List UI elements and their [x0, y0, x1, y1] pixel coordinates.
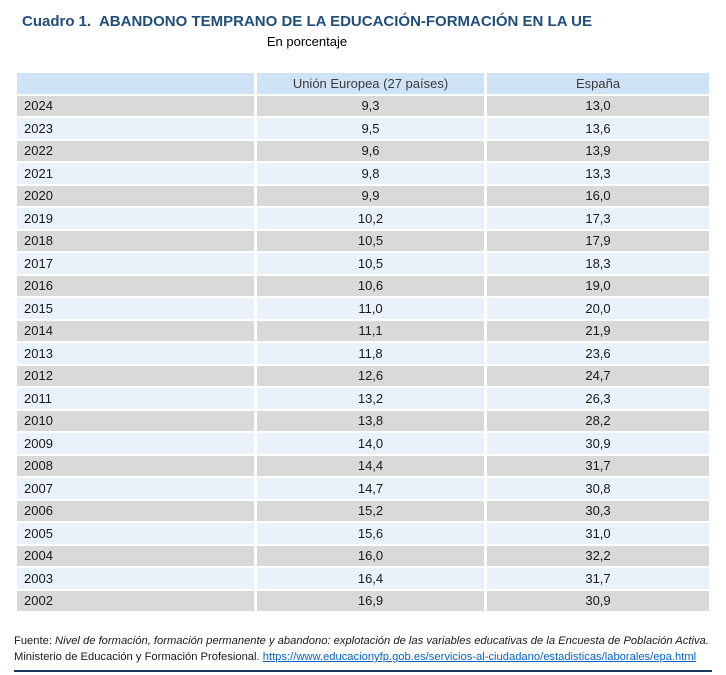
year-cell: 2016 — [17, 276, 254, 297]
table-row — [17, 591, 709, 612]
eu-value-cell: 11,8 — [257, 343, 484, 364]
year-cell: 2017 — [17, 253, 254, 274]
year-cell: 2003 — [17, 568, 254, 589]
year-cell: 2015 — [17, 298, 254, 319]
header-spain: España — [487, 73, 709, 94]
year-cell: 2019 — [17, 208, 254, 229]
table-row — [17, 366, 709, 387]
table-row — [17, 141, 709, 162]
spain-value-cell: 13,0 — [487, 96, 709, 117]
source-line-2 — [14, 649, 712, 665]
spain-value-cell: 24,7 — [487, 366, 709, 387]
table-row — [17, 546, 709, 567]
year-cell: 2007 — [17, 478, 254, 499]
table-row — [17, 433, 709, 454]
table-row — [17, 343, 709, 364]
table-row — [17, 478, 709, 499]
table-row — [17, 276, 709, 297]
header-year — [17, 73, 254, 94]
table-row — [17, 568, 709, 589]
table-row — [17, 118, 709, 139]
year-cell: 2022 — [17, 141, 254, 162]
spain-value-cell: 13,3 — [487, 163, 709, 184]
eu-value-cell: 11,1 — [257, 321, 484, 342]
year-cell: 2012 — [17, 366, 254, 387]
data-table — [14, 71, 712, 613]
spain-value-cell: 13,6 — [487, 118, 709, 139]
source-prefix: Fuente: — [14, 635, 56, 647]
year-cell: 2008 — [17, 456, 254, 477]
table-row — [17, 523, 709, 544]
eu-value-cell: 10,5 — [257, 231, 484, 252]
year-cell: 2010 — [17, 411, 254, 432]
table-row — [17, 456, 709, 477]
source-line-1 — [14, 633, 712, 649]
title-block — [22, 13, 592, 49]
source-organization: Ministerio de Educación y Formación Profesional. — [14, 651, 263, 664]
spain-value-cell: 26,3 — [487, 388, 709, 409]
page-subtitle: En porcentaje — [266, 34, 348, 49]
year-cell: 2024 — [17, 96, 254, 117]
eu-value-cell: 9,9 — [257, 186, 484, 207]
spain-value-cell: 31,0 — [487, 523, 709, 544]
source-publication-title: Nivel de formación, formación permanente y abandono: explotación de las variables educativas de la Encuesta de Población Activa. — [55, 635, 709, 647]
table-body — [17, 96, 709, 612]
spain-value-cell: 30,9 — [487, 433, 709, 454]
table-row — [17, 321, 709, 342]
source-link[interactable]: https://www.educacionyfp.gob.es/servicios-al-ciudadano/estadisticas/laborales/epa.html — [262, 651, 697, 664]
spain-value-cell: 28,2 — [487, 411, 709, 432]
table-row — [17, 501, 709, 522]
eu-value-cell: 10,5 — [257, 253, 484, 274]
spain-value-cell: 21,9 — [487, 321, 709, 342]
spain-value-cell: 13,9 — [487, 141, 709, 162]
spain-value-cell: 16,0 — [487, 186, 709, 207]
year-cell: 2002 — [17, 591, 254, 612]
table-row — [17, 411, 709, 432]
eu-value-cell: 16,0 — [257, 546, 484, 567]
page-title: Cuadro 1. ABANDONO TEMPRANO DE LA EDUCACIÓN-FORMACIÓN EN LA UE — [22, 13, 592, 30]
eu-value-cell: 12,6 — [257, 366, 484, 387]
table-row — [17, 253, 709, 274]
year-cell: 2023 — [17, 118, 254, 139]
eu-value-cell: 14,7 — [257, 478, 484, 499]
eu-value-cell: 16,4 — [257, 568, 484, 589]
table-row — [17, 163, 709, 184]
table-row — [17, 231, 709, 252]
table-row — [17, 208, 709, 229]
eu-value-cell: 14,4 — [257, 456, 484, 477]
eu-value-cell: 13,2 — [257, 388, 484, 409]
table-row — [17, 96, 709, 117]
spain-value-cell: 23,6 — [487, 343, 709, 364]
table-row — [17, 298, 709, 319]
table-row — [17, 388, 709, 409]
year-cell: 2018 — [17, 231, 254, 252]
header-eu: Unión Europea (27 países) — [257, 73, 484, 94]
spain-value-cell: 17,9 — [487, 231, 709, 252]
eu-value-cell: 13,8 — [257, 411, 484, 432]
bottom-divider — [14, 670, 712, 672]
eu-value-cell: 14,0 — [257, 433, 484, 454]
spain-value-cell: 31,7 — [487, 568, 709, 589]
eu-value-cell: 9,6 — [257, 141, 484, 162]
spain-value-cell: 20,0 — [487, 298, 709, 319]
spain-value-cell: 17,3 — [487, 208, 709, 229]
spain-value-cell: 32,2 — [487, 546, 709, 567]
eu-value-cell: 10,6 — [257, 276, 484, 297]
year-cell: 2006 — [17, 501, 254, 522]
eu-value-cell: 16,9 — [257, 591, 484, 612]
eu-value-cell: 9,3 — [257, 96, 484, 117]
eu-value-cell: 10,2 — [257, 208, 484, 229]
spain-value-cell: 19,0 — [487, 276, 709, 297]
year-cell: 2004 — [17, 546, 254, 567]
eu-value-cell: 9,5 — [257, 118, 484, 139]
eu-value-cell: 11,0 — [257, 298, 484, 319]
year-cell: 2020 — [17, 186, 254, 207]
spain-value-cell: 30,3 — [487, 501, 709, 522]
year-cell: 2013 — [17, 343, 254, 364]
spain-value-cell: 30,9 — [487, 591, 709, 612]
year-cell: 2021 — [17, 163, 254, 184]
eu-value-cell: 9,8 — [257, 163, 484, 184]
year-cell: 2011 — [17, 388, 254, 409]
source-note — [14, 633, 712, 665]
eu-value-cell: 15,2 — [257, 501, 484, 522]
spain-value-cell: 18,3 — [487, 253, 709, 274]
table-header-row — [17, 73, 709, 94]
table-row — [17, 186, 709, 207]
year-cell: 2009 — [17, 433, 254, 454]
spain-value-cell: 30,8 — [487, 478, 709, 499]
year-cell: 2005 — [17, 523, 254, 544]
year-cell: 2014 — [17, 321, 254, 342]
eu-value-cell: 15,6 — [257, 523, 484, 544]
spain-value-cell: 31,7 — [487, 456, 709, 477]
